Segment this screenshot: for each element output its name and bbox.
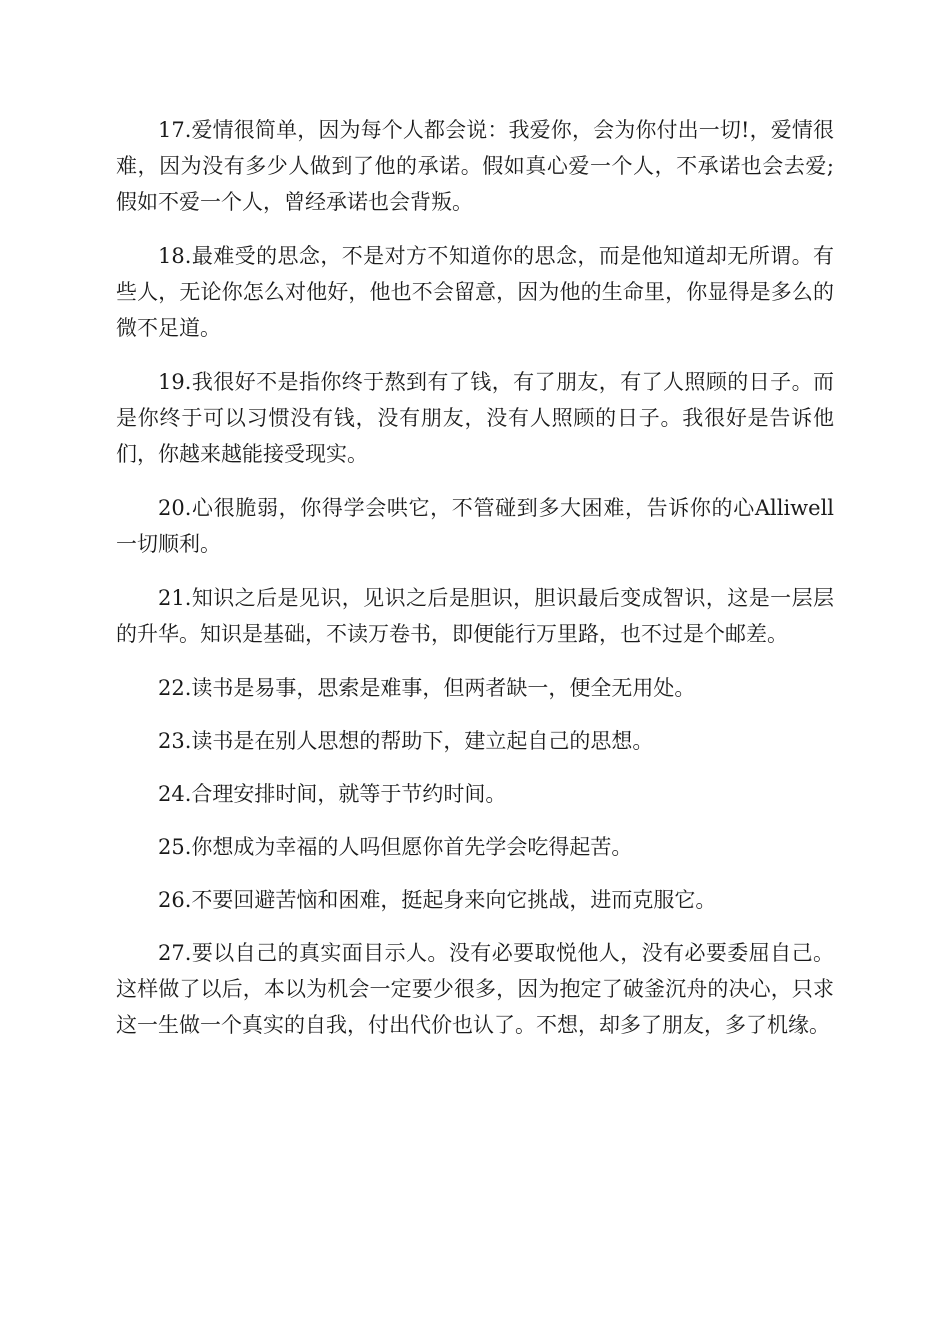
paragraph-17: 17.爱情很简单，因为每个人都会说：我爱你，会为你付出一切!，爱情很难，因为没有多少人做到了他的承诺。假如真心爱一个人，不承诺也会去爱;假如不爱一个人，曾经承诺也会背叛。: [116, 118, 834, 214]
paragraph-23: 23.读书是在别人思想的帮助下，建立起自己的思想。: [158, 729, 654, 753]
paragraph-22: 22.读书是易事，思索是难事，但两者缺一，便全无用处。: [158, 676, 696, 700]
paragraph-20: 20.心很脆弱，你得学会哄它，不管碰到多大困难，告诉你的心Alliwell一切顺利。: [116, 496, 834, 556]
paragraph-27: 27.要以自己的真实面目示人。没有必要取悦他人，没有必要委屈自己。这样做了以后，本以为机会一定要少很多，因为抱定了破釜沉舟的决心，只求这一生做一个真实的自我，付出代价也认了。不想，却多了朋友，多了机缘。: [116, 941, 834, 1037]
paragraph-19: 19.我很好不是指你终于熬到有了钱，有了朋友，有了人照顾的日子。而是你终于可以习惯没有钱，没有朋友，没有人照顾的日子。我很好是告诉他们，你越来越能接受现实。: [116, 370, 834, 466]
document-body: [116, 112, 834, 1061]
paragraph-24: 24.合理安排时间，就等于节约时间。: [158, 782, 507, 806]
paragraph-25: 25.你想成为幸福的人吗但愿你首先学会吃得起苦。: [158, 835, 633, 859]
paragraph-21: 21.知识之后是见识，见识之后是胆识，胆识最后变成智识，这是一层层的升华。知识是基础，不读万卷书，即便能行万里路，也不过是个邮差。: [116, 586, 834, 646]
paragraph-26: 26.不要回避苦恼和困难，挺起身来向它挑战，进而克服它。: [158, 888, 717, 912]
paragraph-18: 18.最难受的思念，不是对方不知道你的思念，而是他知道却无所谓。有些人，无论你怎么对他好，他也不会留意，因为他的生命里，你显得是多么的微不足道。: [116, 244, 834, 340]
